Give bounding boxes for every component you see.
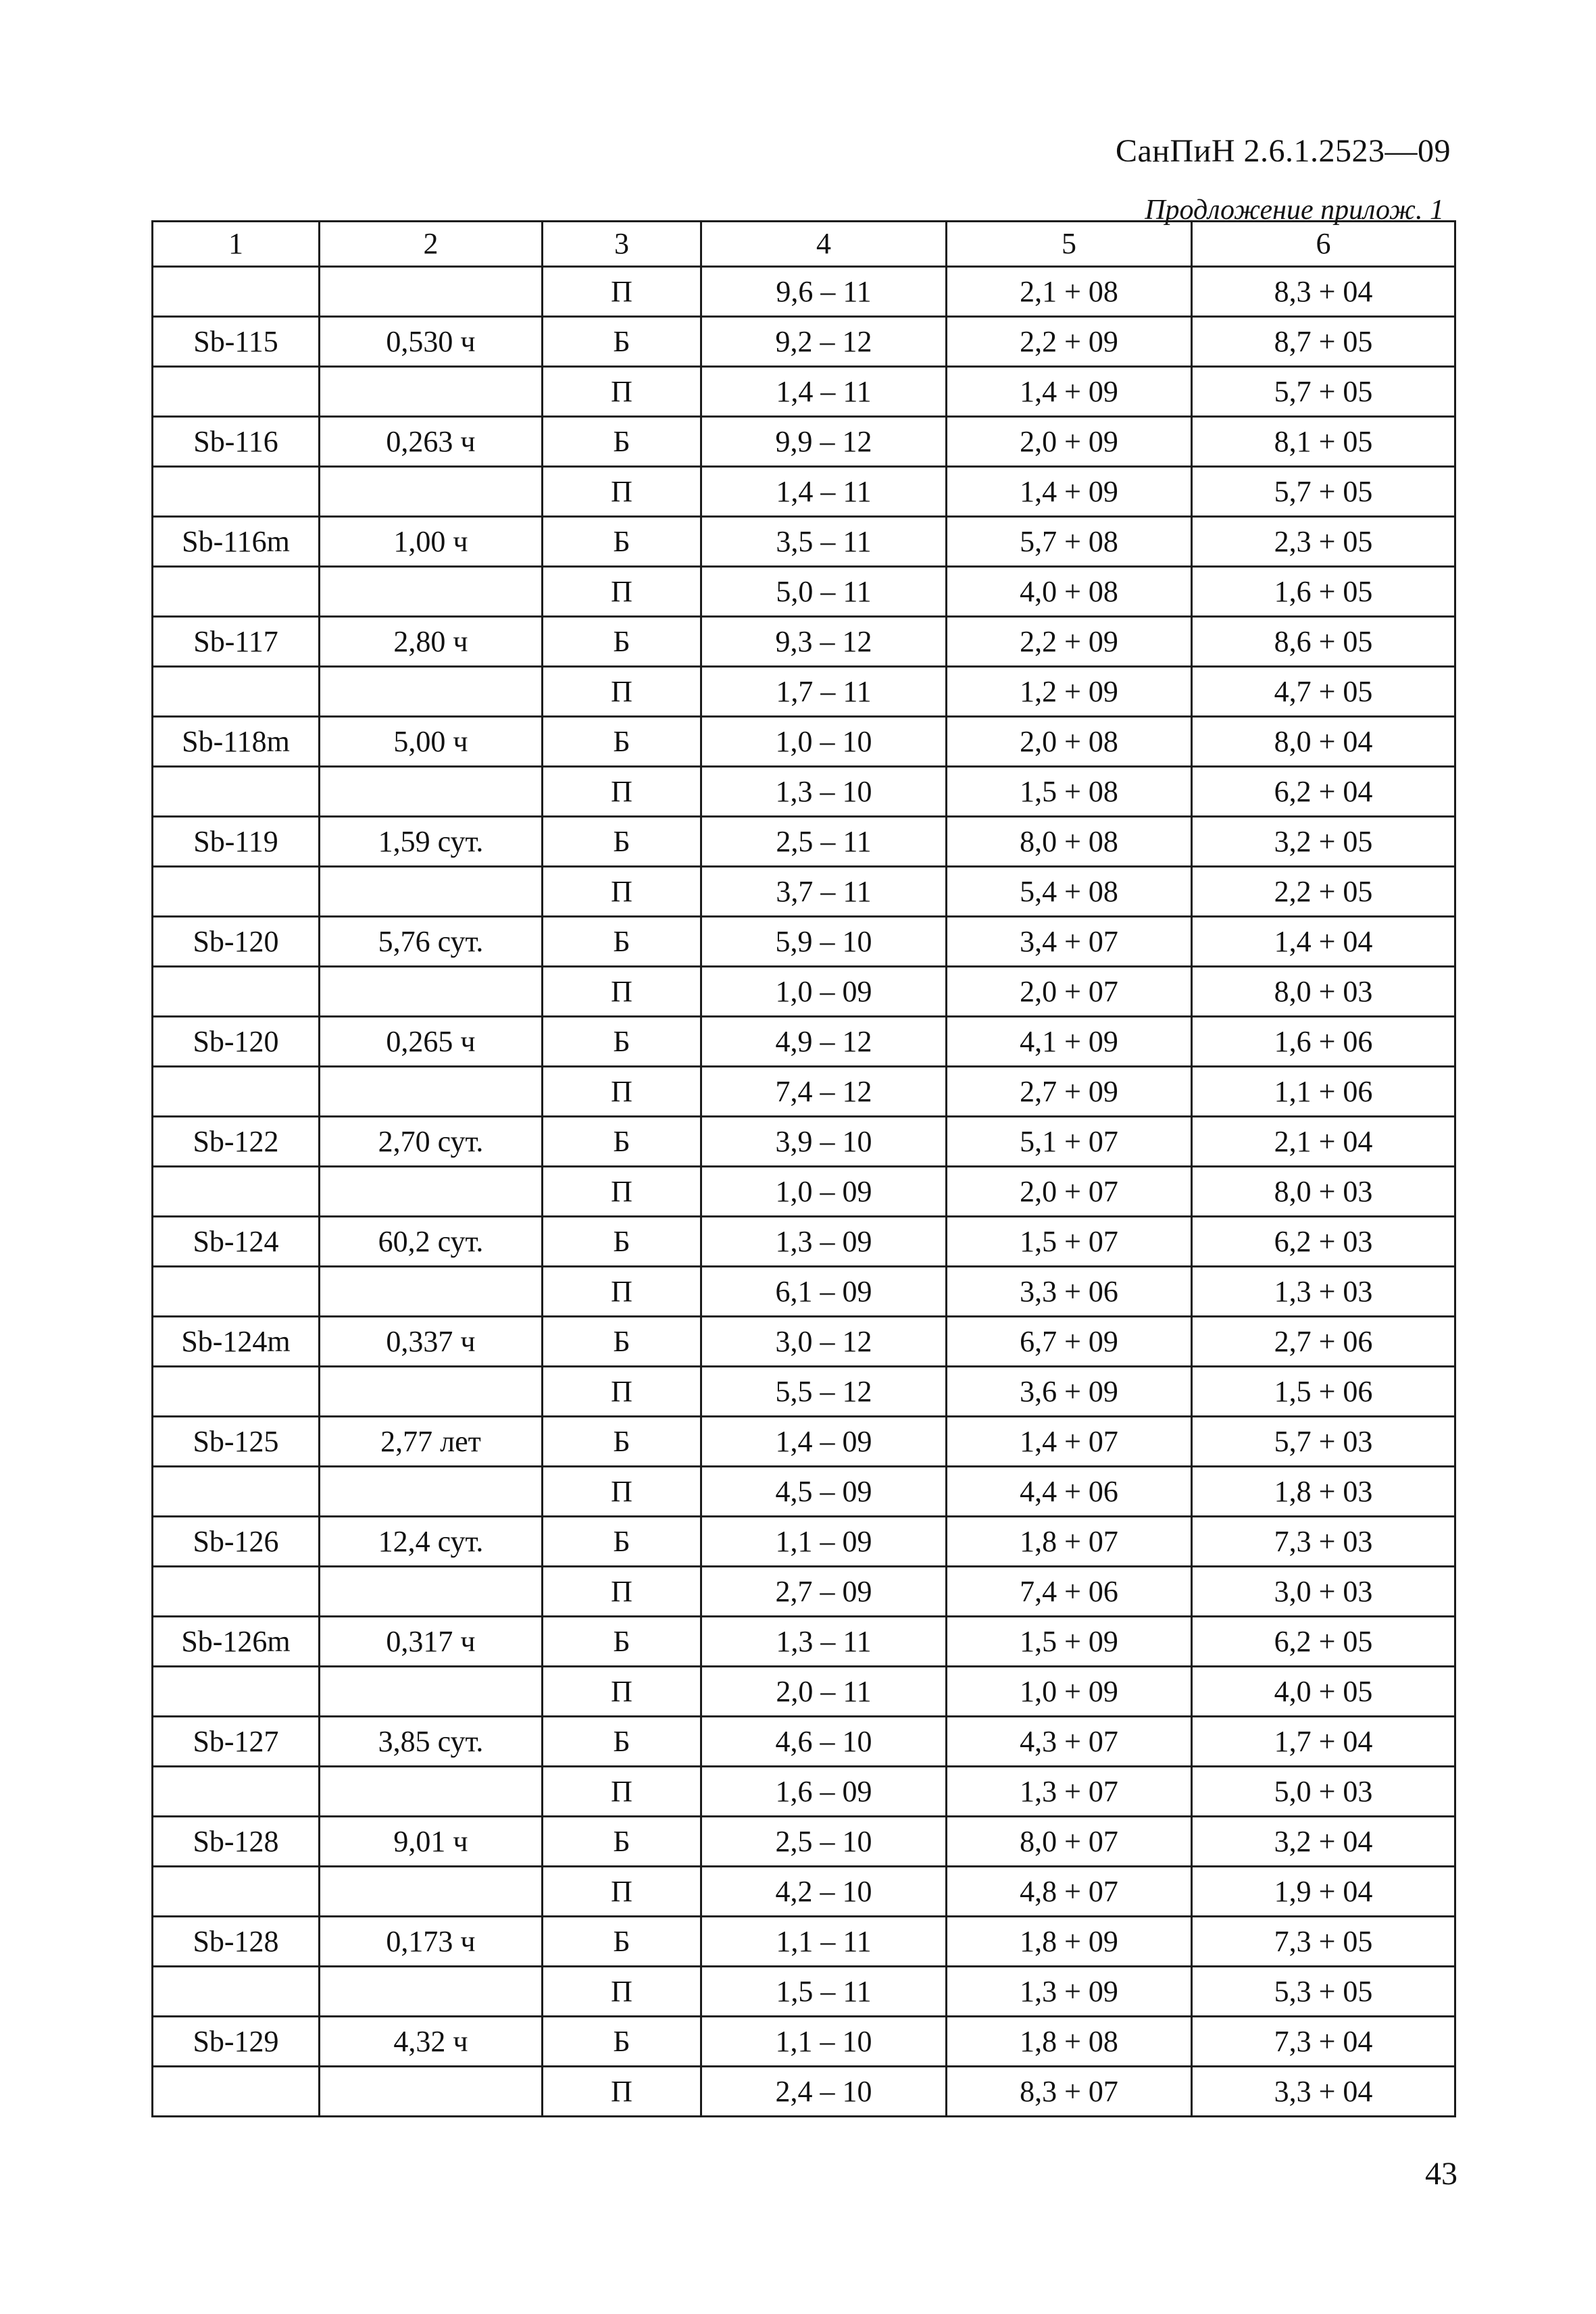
col6-value-cell: 6,2 + 04: [1192, 767, 1455, 817]
col4-value-cell: 9,6 – 11: [701, 267, 947, 317]
col5-value-cell: 2,2 + 09: [947, 617, 1192, 667]
nuclide-cell: [153, 767, 320, 817]
table-row: [153, 667, 1455, 717]
half-life-cell: 1,00 ч: [320, 517, 543, 567]
nuclide-cell: [153, 367, 320, 417]
col4-value-cell: 7,4 – 12: [701, 1067, 947, 1117]
nuclide-cell: [153, 1267, 320, 1317]
col5-value-cell: 8,0 + 08: [947, 817, 1192, 867]
col6-value-cell: 8,1 + 05: [1192, 417, 1455, 467]
half-life-cell: [320, 567, 543, 617]
col5-value-cell: 2,0 + 07: [947, 1167, 1192, 1217]
nuclide-cell: Sb-116m: [153, 517, 320, 567]
col5-value-cell: 1,8 + 09: [947, 1917, 1192, 1967]
type-cell: Б: [543, 1517, 701, 1567]
nuclide-cell: Sb-119: [153, 817, 320, 867]
col5-value-cell: 3,4 + 07: [947, 917, 1192, 967]
col6-value-cell: 1,4 + 04: [1192, 917, 1455, 967]
col6-value-cell: 2,3 + 05: [1192, 517, 1455, 567]
col5-value-cell: 2,0 + 08: [947, 717, 1192, 767]
col4-value-cell: 1,1 – 11: [701, 1917, 947, 1967]
col4-value-cell: 2,5 – 11: [701, 817, 947, 867]
col4-value-cell: 1,5 – 11: [701, 1967, 947, 2017]
col6-value-cell: 4,7 + 05: [1192, 667, 1455, 717]
col6-value-cell: 8,7 + 05: [1192, 317, 1455, 367]
table-row: [153, 1417, 1455, 1467]
nuclide-cell: Sb-128: [153, 1917, 320, 1967]
half-life-cell: [320, 267, 543, 317]
nuclide-cell: Sb-126m: [153, 1617, 320, 1667]
half-life-cell: 2,70 сут.: [320, 1117, 543, 1167]
col5-value-cell: 2,1 + 08: [947, 267, 1192, 317]
half-life-cell: 2,80 ч: [320, 617, 543, 667]
nuclide-cell: Sb-118m: [153, 717, 320, 767]
nuclide-cell: [153, 967, 320, 1017]
type-cell: П: [543, 267, 701, 317]
half-life-cell: 12,4 сут.: [320, 1517, 543, 1567]
nuclide-cell: [153, 567, 320, 617]
col5-value-cell: 2,0 + 07: [947, 967, 1192, 1017]
table-row: [153, 1667, 1455, 1717]
col6-value-cell: 1,9 + 04: [1192, 1867, 1455, 1917]
col5-value-cell: 1,5 + 07: [947, 1217, 1192, 1267]
col6-value-cell: 5,7 + 03: [1192, 1417, 1455, 1467]
col4-value-cell: 2,4 – 10: [701, 2067, 947, 2117]
col6-value-cell: 1,1 + 06: [1192, 1067, 1455, 1117]
nuclide-cell: Sb-116: [153, 417, 320, 467]
col5-value-cell: 7,4 + 06: [947, 1567, 1192, 1617]
table-row: [153, 817, 1455, 867]
col4-value-cell: 1,1 – 09: [701, 1517, 947, 1567]
col6-value-cell: 1,3 + 03: [1192, 1267, 1455, 1317]
half-life-cell: [320, 467, 543, 517]
half-life-cell: 0,317 ч: [320, 1617, 543, 1667]
type-cell: П: [543, 867, 701, 917]
col4-value-cell: 3,7 – 11: [701, 867, 947, 917]
nuclide-cell: Sb-124m: [153, 1317, 320, 1367]
type-cell: П: [543, 1767, 701, 1817]
half-life-cell: 5,76 сут.: [320, 917, 543, 967]
type-cell: П: [543, 367, 701, 417]
nuclide-cell: [153, 1167, 320, 1217]
col4-value-cell: 2,7 – 09: [701, 1567, 947, 1617]
col6-value-cell: 5,3 + 05: [1192, 1967, 1455, 2017]
nuclide-cell: [153, 1367, 320, 1417]
half-life-cell: [320, 1267, 543, 1317]
nuclide-cell: Sb-125: [153, 1417, 320, 1467]
type-cell: Б: [543, 1017, 701, 1067]
type-cell: П: [543, 967, 701, 1017]
type-cell: Б: [543, 1917, 701, 1967]
col5-value-cell: 1,3 + 07: [947, 1767, 1192, 1817]
col4-value-cell: 4,5 – 09: [701, 1467, 947, 1517]
table-row: [153, 1067, 1455, 1117]
half-life-cell: 5,00 ч: [320, 717, 543, 767]
col6-value-cell: 6,2 + 05: [1192, 1617, 1455, 1667]
col4-value-cell: 5,9 – 10: [701, 917, 947, 967]
table-row: [153, 1717, 1455, 1767]
page-number: 43: [1425, 2156, 1457, 2192]
nuclide-cell: Sb-120: [153, 1017, 320, 1067]
type-cell: Б: [543, 317, 701, 367]
col4-value-cell: 9,3 – 12: [701, 617, 947, 667]
col5-value-cell: 2,7 + 09: [947, 1067, 1192, 1117]
col4-value-cell: 1,0 – 10: [701, 717, 947, 767]
type-cell: П: [543, 567, 701, 617]
col4-value-cell: 1,4 – 09: [701, 1417, 947, 1467]
table-header-row: [153, 222, 1455, 267]
col5-value-cell: 4,3 + 07: [947, 1717, 1192, 1767]
table-row: [153, 567, 1455, 617]
table-row: [153, 1567, 1455, 1617]
table-row: [153, 1267, 1455, 1317]
half-life-cell: [320, 1967, 543, 2017]
half-life-cell: 0,265 ч: [320, 1017, 543, 1067]
col5-value-cell: 8,0 + 07: [947, 1817, 1192, 1867]
col6-value-cell: 4,0 + 05: [1192, 1667, 1455, 1717]
table-row: [153, 1467, 1455, 1517]
col6-value-cell: 5,7 + 05: [1192, 367, 1455, 417]
table-row: [153, 917, 1455, 967]
nuclide-cell: [153, 467, 320, 517]
half-life-cell: 0,173 ч: [320, 1917, 543, 1967]
table-row: [153, 1767, 1455, 1817]
col6-value-cell: 7,3 + 05: [1192, 1917, 1455, 1967]
half-life-cell: [320, 1467, 543, 1517]
table-row: [153, 717, 1455, 767]
table-row: [153, 517, 1455, 567]
nuclide-cell: [153, 1767, 320, 1817]
table-header: [153, 222, 1455, 267]
col5-value-cell: 3,6 + 09: [947, 1367, 1192, 1417]
table-row: [153, 1017, 1455, 1067]
col6-value-cell: 2,7 + 06: [1192, 1317, 1455, 1367]
type-cell: Б: [543, 617, 701, 667]
type-cell: Б: [543, 517, 701, 567]
half-life-cell: 9,01 ч: [320, 1817, 543, 1867]
half-life-cell: [320, 867, 543, 917]
half-life-cell: [320, 1367, 543, 1417]
col5-value-cell: 3,3 + 06: [947, 1267, 1192, 1317]
table-row: [153, 467, 1455, 517]
col5-value-cell: 4,0 + 08: [947, 567, 1192, 617]
col6-value-cell: 2,1 + 04: [1192, 1117, 1455, 1167]
col4-value-cell: 1,4 – 11: [701, 367, 947, 417]
col5-value-cell: 1,5 + 09: [947, 1617, 1192, 1667]
table-row: [153, 1117, 1455, 1167]
type-cell: Б: [543, 2017, 701, 2067]
table-row: [153, 967, 1455, 1017]
type-cell: П: [543, 467, 701, 517]
table-row: [153, 2017, 1455, 2067]
col5-value-cell: 4,4 + 06: [947, 1467, 1192, 1517]
table-row: [153, 1167, 1455, 1217]
nuclide-cell: [153, 667, 320, 717]
half-life-cell: [320, 967, 543, 1017]
table-row: [153, 1917, 1455, 1967]
table-row: [153, 267, 1455, 317]
col5-value-cell: 4,8 + 07: [947, 1867, 1192, 1917]
table-row: [153, 417, 1455, 467]
col4-value-cell: 1,3 – 10: [701, 767, 947, 817]
col4-value-cell: 1,4 – 11: [701, 467, 947, 517]
col6-value-cell: 3,0 + 03: [1192, 1567, 1455, 1617]
column-header-2: 2: [320, 222, 543, 267]
table-row: [153, 2067, 1455, 2117]
half-life-cell: 0,530 ч: [320, 317, 543, 367]
col6-value-cell: 2,2 + 05: [1192, 867, 1455, 917]
table-row: [153, 617, 1455, 667]
type-cell: П: [543, 2067, 701, 2117]
type-cell: Б: [543, 1317, 701, 1367]
half-life-cell: [320, 667, 543, 717]
half-life-cell: 3,85 сут.: [320, 1717, 543, 1767]
col4-value-cell: 5,0 – 11: [701, 567, 947, 617]
col6-value-cell: 1,8 + 03: [1192, 1467, 1455, 1517]
nuclide-cell: [153, 1867, 320, 1917]
table-row: [153, 867, 1455, 917]
half-life-cell: [320, 1567, 543, 1617]
col5-value-cell: 2,0 + 09: [947, 417, 1192, 467]
type-cell: П: [543, 667, 701, 717]
col4-value-cell: 5,5 – 12: [701, 1367, 947, 1417]
col6-value-cell: 8,0 + 03: [1192, 967, 1455, 1017]
col5-value-cell: 1,2 + 09: [947, 667, 1192, 717]
nuclide-cell: Sb-127: [153, 1717, 320, 1767]
table-row: [153, 367, 1455, 417]
col6-value-cell: 8,6 + 05: [1192, 617, 1455, 667]
nuclide-cell: [153, 1967, 320, 2017]
table-row: [153, 1517, 1455, 1567]
type-cell: Б: [543, 1617, 701, 1667]
col4-value-cell: 4,9 – 12: [701, 1017, 947, 1067]
col6-value-cell: 3,2 + 04: [1192, 1817, 1455, 1867]
col5-value-cell: 1,4 + 09: [947, 467, 1192, 517]
column-header-4: 4: [701, 222, 947, 267]
half-life-cell: [320, 767, 543, 817]
half-life-cell: [320, 367, 543, 417]
type-cell: П: [543, 1867, 701, 1917]
col6-value-cell: 8,3 + 04: [1192, 267, 1455, 317]
data-table: [151, 220, 1456, 2117]
type-cell: Б: [543, 417, 701, 467]
col6-value-cell: 1,5 + 06: [1192, 1367, 1455, 1417]
type-cell: П: [543, 1067, 701, 1117]
table-row: [153, 1867, 1455, 1917]
nuclide-cell: Sb-115: [153, 317, 320, 367]
type-cell: П: [543, 1267, 701, 1317]
half-life-cell: 0,263 ч: [320, 417, 543, 467]
type-cell: Б: [543, 917, 701, 967]
col4-value-cell: 2,5 – 10: [701, 1817, 947, 1867]
col5-value-cell: 1,5 + 08: [947, 767, 1192, 817]
nuclide-cell: Sb-122: [153, 1117, 320, 1167]
col4-value-cell: 1,3 – 11: [701, 1617, 947, 1667]
half-life-cell: [320, 1667, 543, 1717]
nuclide-cell: Sb-120: [153, 917, 320, 967]
col5-value-cell: 1,4 + 09: [947, 367, 1192, 417]
document-code: СанПиН 2.6.1.2523—09: [1115, 133, 1451, 169]
col5-value-cell: 5,7 + 08: [947, 517, 1192, 567]
table-row: [153, 317, 1455, 367]
type-cell: Б: [543, 817, 701, 867]
type-cell: Б: [543, 717, 701, 767]
table-row: [153, 1967, 1455, 2017]
type-cell: Б: [543, 1817, 701, 1867]
col4-value-cell: 3,9 – 10: [701, 1117, 947, 1167]
col4-value-cell: 1,0 – 09: [701, 967, 947, 1017]
col6-value-cell: 7,3 + 03: [1192, 1517, 1455, 1567]
nuclide-cell: [153, 2067, 320, 2117]
nuclide-cell: [153, 1567, 320, 1617]
nuclide-cell: [153, 867, 320, 917]
column-header-5: 5: [947, 222, 1192, 267]
nuclide-cell: [153, 267, 320, 317]
table-row: [153, 1367, 1455, 1417]
col6-value-cell: 3,3 + 04: [1192, 2067, 1455, 2117]
col5-value-cell: 8,3 + 07: [947, 2067, 1192, 2117]
col5-value-cell: 1,0 + 09: [947, 1667, 1192, 1717]
col6-value-cell: 3,2 + 05: [1192, 817, 1455, 867]
col6-value-cell: 7,3 + 04: [1192, 2017, 1455, 2067]
type-cell: П: [543, 1967, 701, 2017]
column-header-6: 6: [1192, 222, 1455, 267]
half-life-cell: [320, 2067, 543, 2117]
col4-value-cell: 1,0 – 09: [701, 1167, 947, 1217]
continuation-note: Продложение прилож. 1: [1145, 195, 1444, 226]
col4-value-cell: 2,0 – 11: [701, 1667, 947, 1717]
type-cell: П: [543, 767, 701, 817]
col4-value-cell: 4,2 – 10: [701, 1867, 947, 1917]
col6-value-cell: 8,0 + 03: [1192, 1167, 1455, 1217]
col6-value-cell: 8,0 + 04: [1192, 717, 1455, 767]
col5-value-cell: 1,4 + 07: [947, 1417, 1192, 1467]
table-row: [153, 1317, 1455, 1367]
col5-value-cell: 5,1 + 07: [947, 1117, 1192, 1167]
type-cell: П: [543, 1467, 701, 1517]
col5-value-cell: 5,4 + 08: [947, 867, 1192, 917]
col6-value-cell: 1,6 + 05: [1192, 567, 1455, 617]
type-cell: Б: [543, 1217, 701, 1267]
nuclide-cell: Sb-129: [153, 2017, 320, 2067]
type-cell: Б: [543, 1717, 701, 1767]
col4-value-cell: 9,2 – 12: [701, 317, 947, 367]
table-row: [153, 767, 1455, 817]
col6-value-cell: 5,0 + 03: [1192, 1767, 1455, 1817]
nuclide-cell: [153, 1467, 320, 1517]
col4-value-cell: 4,6 – 10: [701, 1717, 947, 1767]
col4-value-cell: 1,6 – 09: [701, 1767, 947, 1817]
column-header-1: 1: [153, 222, 320, 267]
half-life-cell: [320, 1867, 543, 1917]
col4-value-cell: 3,5 – 11: [701, 517, 947, 567]
type-cell: П: [543, 1567, 701, 1617]
col4-value-cell: 6,1 – 09: [701, 1267, 947, 1317]
half-life-cell: [320, 1167, 543, 1217]
nuclide-cell: [153, 1067, 320, 1117]
col5-value-cell: 6,7 + 09: [947, 1317, 1192, 1367]
type-cell: П: [543, 1667, 701, 1717]
nuclide-cell: Sb-126: [153, 1517, 320, 1567]
col5-value-cell: 2,2 + 09: [947, 317, 1192, 367]
table-row: [153, 1817, 1455, 1867]
col5-value-cell: 1,8 + 08: [947, 2017, 1192, 2067]
col4-value-cell: 3,0 – 12: [701, 1317, 947, 1367]
col6-value-cell: 5,7 + 05: [1192, 467, 1455, 517]
half-life-cell: 1,59 сут.: [320, 817, 543, 867]
column-header-3: 3: [543, 222, 701, 267]
col4-value-cell: 1,7 – 11: [701, 667, 947, 717]
col6-value-cell: 1,7 + 04: [1192, 1717, 1455, 1767]
table-row: [153, 1217, 1455, 1267]
type-cell: П: [543, 1167, 701, 1217]
nuclide-cell: Sb-117: [153, 617, 320, 667]
col6-value-cell: 6,2 + 03: [1192, 1217, 1455, 1267]
table-body: [153, 267, 1455, 2117]
col4-value-cell: 9,9 – 12: [701, 417, 947, 467]
col5-value-cell: 1,8 + 07: [947, 1517, 1192, 1567]
half-life-cell: 60,2 сут.: [320, 1217, 543, 1267]
half-life-cell: 4,32 ч: [320, 2017, 543, 2067]
col5-value-cell: 4,1 + 09: [947, 1017, 1192, 1067]
col4-value-cell: 1,1 – 10: [701, 2017, 947, 2067]
nuclide-cell: Sb-128: [153, 1817, 320, 1867]
half-life-cell: 0,337 ч: [320, 1317, 543, 1367]
half-life-cell: [320, 1067, 543, 1117]
col5-value-cell: 1,3 + 09: [947, 1967, 1192, 2017]
col4-value-cell: 1,3 – 09: [701, 1217, 947, 1267]
col6-value-cell: 1,6 + 06: [1192, 1017, 1455, 1067]
type-cell: Б: [543, 1117, 701, 1167]
type-cell: Б: [543, 1417, 701, 1467]
half-life-cell: [320, 1767, 543, 1817]
type-cell: П: [543, 1367, 701, 1417]
half-life-cell: 2,77 лет: [320, 1417, 543, 1467]
nuclide-cell: Sb-124: [153, 1217, 320, 1267]
table-row: [153, 1617, 1455, 1667]
nuclide-cell: [153, 1667, 320, 1717]
